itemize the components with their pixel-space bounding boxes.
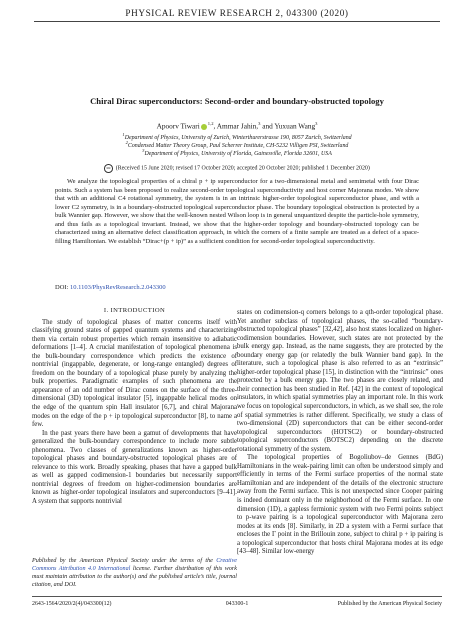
body-paragraph: The study of topological phases of matter concerns itself with classifying ground states of gapped quantum systems and characterizing them via certain robust properties which remain insensitive to adiabatic deformations [1–4]. A crucial manifestation of topological phenomena is the bulk-boundary correspondence which predicts the existence of nontrivial (ingappable, degenerate, or long-range entangled) degrees of freedom on the boundary of a topological phase purely by analyzing the bulk properties. Paradigmatic examples of such phenomena are the appearance of an odd number of Dirac cones on the surface of the three-dimensional (3D) topological insulator [5], ingappable helical modes on the edge of the quantum spin Hall insulator [6,7], and chiral Majorana modes on the edge of the p + ip topological superconductor [8], to name a few. xyxy=(32,318,237,429)
license-note xyxy=(32,557,237,589)
author-name[interactable]: Apoorv Tiwari xyxy=(156,121,200,131)
license-link[interactable]: Creative Commons Attribution 4.0 International xyxy=(32,558,237,572)
article-title: Chiral Dirac superconductors: Second-order and boundary-obstructed topology xyxy=(90,96,384,106)
orcid-icon[interactable] xyxy=(201,124,207,130)
abstract xyxy=(55,178,419,246)
received-dates xyxy=(20,164,454,173)
author-affil-sup: 1,2 xyxy=(207,121,214,126)
received-text: (Received 15 June 2020; revised 17 October 2020; accepted 20 October 2020; published 1 December 2020) xyxy=(115,165,370,172)
affiliation-sup: 1 xyxy=(122,132,125,137)
right-column xyxy=(237,309,443,557)
license-text: Published by the American Physical Society under the terms of the xyxy=(32,558,217,564)
affiliation-sup: 3 xyxy=(142,148,145,153)
body-paragraph: The topological properties of Bogoliubov–de Gennes (BdG) Hamiltonians in the weak-pairing limit can often be understood simply and efficiently in terms of the Fermi surface properties of the normal state Hamiltonian and are independent of the details of the electronic structure away from the Fermi surface. This is not unexpected since Cooper pairing is indeed dominant only in the neighborhood of the Fermi surface. In one dimension (1D), a gapless fermionic system with two Fermi points subject to p-wave pairing is a topological superconductor with Majorana zero modes at its ends [8]. Similarly, in 2D a system with a Fermi surface that encloses the Γ point in the Brillouin zone, subject to chiral p + ip pairing is a topological superconductor that hosts chiral Majorana modes at its edge [43–48]. Similar low-energy xyxy=(237,454,443,556)
author-name[interactable]: Yuxuan Wang xyxy=(274,121,316,131)
footer-issn: 2643-1564/2020/2(4)/043300(12) xyxy=(32,601,112,607)
footer-page-number: 043300-1 xyxy=(225,601,249,607)
footer-rule xyxy=(32,596,442,597)
author-separator: , xyxy=(213,121,217,131)
header-rule xyxy=(34,21,440,22)
author-affil-sup: 3 xyxy=(315,121,318,126)
body-paragraph: In the past years there have been a gamut of developments that have generalized the bulk-boundary correspondence to include more subtle phenomena. Two classes of generalizations known as higher-order topological phases and boundary-obstructed topological phases are of relevance to this work. Broadly speaking, phases that have a gapped bulk as well as gapped codimension-1 boundaries but necessarily support nontrivial degrees of freedom on higher-codimension boundaries are known as higher-order topological insulators and superconductors [9–41]. A system that supports nontrivial xyxy=(32,429,237,506)
license-text: license. Further distribution of this work must maintain attribution to the author(s) and the published article’s title, journal citation, and DOI. xyxy=(32,566,237,588)
section-heading-introduction: I. INTRODUCTION xyxy=(103,307,166,314)
affiliation xyxy=(20,147,454,158)
author-list xyxy=(20,121,454,130)
footer-publisher: Published by the American Physical Society xyxy=(337,601,442,607)
affiliation-text: Condensed Matter Theory Group, Paul Scherrer Institute, CH-5232 Villigen PSI, Switzerland xyxy=(127,142,349,149)
author-affil-sup: 3 xyxy=(258,121,261,126)
author-separator: and xyxy=(260,121,275,131)
abstract-paragraph: We analyze the topological properties of a chiral p + ip superconductor for a two-dimensional metal and semimetal with four Dirac points. Such a system has been proposed to realize second-order topological superconductivity and host corner Majorana modes. We show that with an additional C4 rotational symmetry, the system is in an intrinsic higher-order topological superconductor phase, and with a lower C2 symmetry, is in a boundary-obstructed topological superconductor phase. The boundary topological obstruction is protected by a bulk Wannier gap. However, we show that the well-known nested Wilson loop is in general unquantized despite the particle-hole symmetry, and thus fails as a topological invariant. Instead, we show that the higher-order topology and boundary-obstructed topology can be characterized using an alternative defect classification approach, in which the corners of a finite sample are treated as a defect of a space-filling Hamiltonian. We establish “Dirac+(p + ip)” as a sufficient condition for second-order topological superconductivity. xyxy=(55,178,419,245)
journal-header: PHYSICAL REVIEW RESEARCH 2, 043300 (2020) xyxy=(125,8,349,18)
doi-line xyxy=(55,284,166,291)
left-column xyxy=(32,307,237,507)
body-paragraph: states on codimension-q corners belongs to a qth-order topological phase. Yet another subclass of topological phases, the so-called “boundary-obstructed topological phases” [32,42], also host states localized on higher-codimension boundaries. However, such states are not protected by the bulk energy gap. Instead, as the name suggests, they are protected by the boundary energy gap (or relatedly the bulk Wannier band gap). In the literature, such a topological phase is also referred to as an “extrinsic” higher-order topological phase [15], in distinction with the “intrinsic” ones protected by a bulk energy gap. The two phases are closely related, and their connection has been studied in Ref. [42] in the context of topological insulators, in which spatial symmetries play an important role. In this work we focus on topological superconductors, in which, as we shall see, the role of spatial symmetries is rather different. Specifically, we study a class of two-dimensional (2D) superconductors that can be either second-order topological superconductors (HOTSC2) or boundary-obstructed topological superconductors (BOTSC2) depending on the discrete rotational symmetry of the system. xyxy=(237,309,443,453)
affiliation-text: Department of Physics, University of Zurich, Winterthurerstrasse 190, 8057 Zurich, Switzerland xyxy=(124,134,352,141)
doi-link[interactable]: 10.1103/PhysRevResearch.2.043300 xyxy=(69,284,166,291)
author-name[interactable]: Ammar Jahin, xyxy=(216,121,259,131)
creative-commons-icon[interactable]: cc xyxy=(104,164,113,173)
affiliation-sup: 2 xyxy=(125,140,128,145)
affiliation-text: Department of Physics, University of Florida, Gainesville, Florida 32601, USA xyxy=(144,150,332,157)
doi-label: DOI: xyxy=(55,284,69,291)
